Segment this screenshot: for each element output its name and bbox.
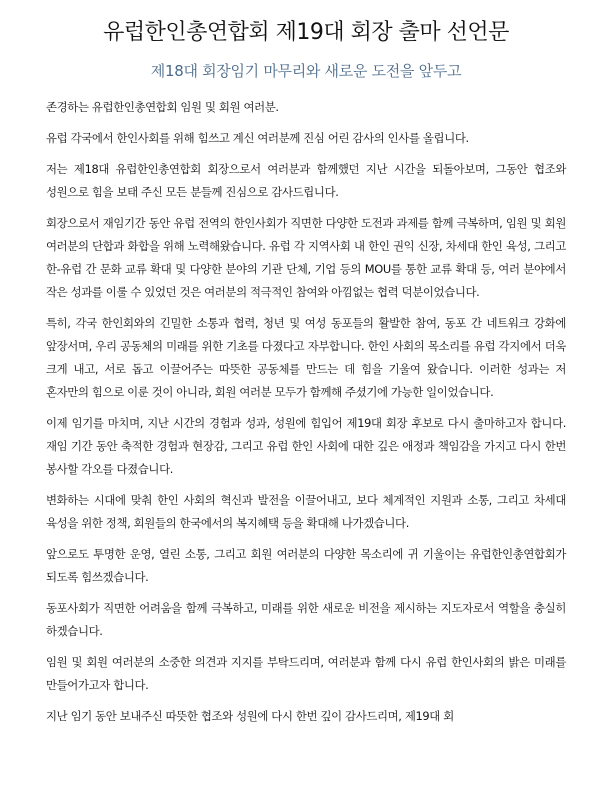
paragraph-community: 특히, 각국 한인회와의 긴밀한 소통과 협력, 청년 및 여성 동포들의 활발한 참여, 동포 간 네트워크 강화에 앞장서며, 우리 공동체의 미래를 위한 기초를 다졌다고 자부합니다. 한인 사회의 목소리를 유럽 각지에서 더욱 크게 내고, 서로 돕고 이끌어주는 따뜻한 공동체를 만드는 데 힘을 기울여 왔습니다. 이러한 성과는 저 혼자만의 힘으로 이룬 것이 아니라, 회원 여러분 모두가 함께해 주셨기에 가능한 일이었습니다. bbox=[46, 316, 566, 399]
paragraph-transparency: 앞으로도 투명한 운영, 열린 소통, 그리고 회원 여러분의 다양한 목소리에 귀 기울이는 유럽한인총연합회가 되도록 힘쓰겠습니다. bbox=[46, 547, 566, 584]
paragraph-greeting: 존경하는 유럽한인총연합회 임원 및 회원 여러분. bbox=[46, 100, 279, 114]
paragraph-achievements: 회장으로서 재임기간 동안 유럽 전역의 한인사회가 직면한 다양한 도전과 과제를 함께 극복하며, 임원 및 회원 여러분의 단합과 화합을 위해 노력해왔습니다. 유럽 각 지역사회 내 한인 권익 신장, 차세대 한인 육성, 그리고 한-유럽 간 문화 교류 확대 및 다양한 분야의 기관 단체, 기업 등의 MOU를 통한 교류 확대 등, 여러 분야에서 작은 성과를 이룰 수 있었던 것은 여러분의 적극적인 참여와 아낌없는 협력 덕분이었습니다. bbox=[46, 216, 566, 299]
paragraph-innovation: 변화하는 시대에 맞춰 한인 사회의 혁신과 발전을 이끌어내고, 보다 체계적인 지원과 소통, 그리고 차세대 육성을 위한 정책, 회원들의 한국에서의 복지혜택 등을 확대해 나가겠습니다. bbox=[46, 493, 566, 530]
paragraph-candidacy: 이제 임기를 마치며, 지난 시간의 경험과 성과, 성원에 힘입어 제19대 회장 후보로 다시 출마하고자 합니다. 재임 기간 동안 축적한 경험과 현장감, 그리고 유럽 한인 사회에 대한 깊은 애정과 책임감을 가지고 다시 한번 봉사할 각오를 다졌습니다. bbox=[46, 416, 566, 476]
document-title: 유럽한인총연합회 제19대 회장 출마 선언문 bbox=[103, 20, 509, 45]
paragraph-support-request: 임원 및 회원 여러분의 소중한 의견과 지지를 부탁드리며, 여러분과 함께 다시 유럽 한인사회의 밝은 미래를 만들어가고자 합니다. bbox=[46, 655, 566, 692]
document-subtitle: 제18대 회장임기 마무리와 새로운 도전을 앞두고 bbox=[150, 62, 462, 80]
paragraph-leadership: 동포사회가 직면한 어려움을 함께 극복하고, 미래를 위한 새로운 비전을 제시하는 지도자로서 역할을 충실히 하겠습니다. bbox=[46, 601, 566, 638]
paragraph-closing: 지난 임기 동안 보내주신 따뜻한 협조와 성원에 다시 한번 깊이 감사드리며, 제19대 회 bbox=[46, 709, 454, 723]
paragraph-reflection: 저는 제18대 유럽한인총연합회 회장으로서 여러분과 함께했던 지난 시간을 되돌아보며, 그동안 협조와 성원으로 힘을 보태 주신 모든 분들께 진심으로 감사드립니다. bbox=[46, 162, 566, 199]
paragraph-thanks: 유럽 각국에서 한인사회를 위해 힘쓰고 계신 여러분께 진심 어린 감사의 인사를 올립니다. bbox=[46, 131, 469, 145]
